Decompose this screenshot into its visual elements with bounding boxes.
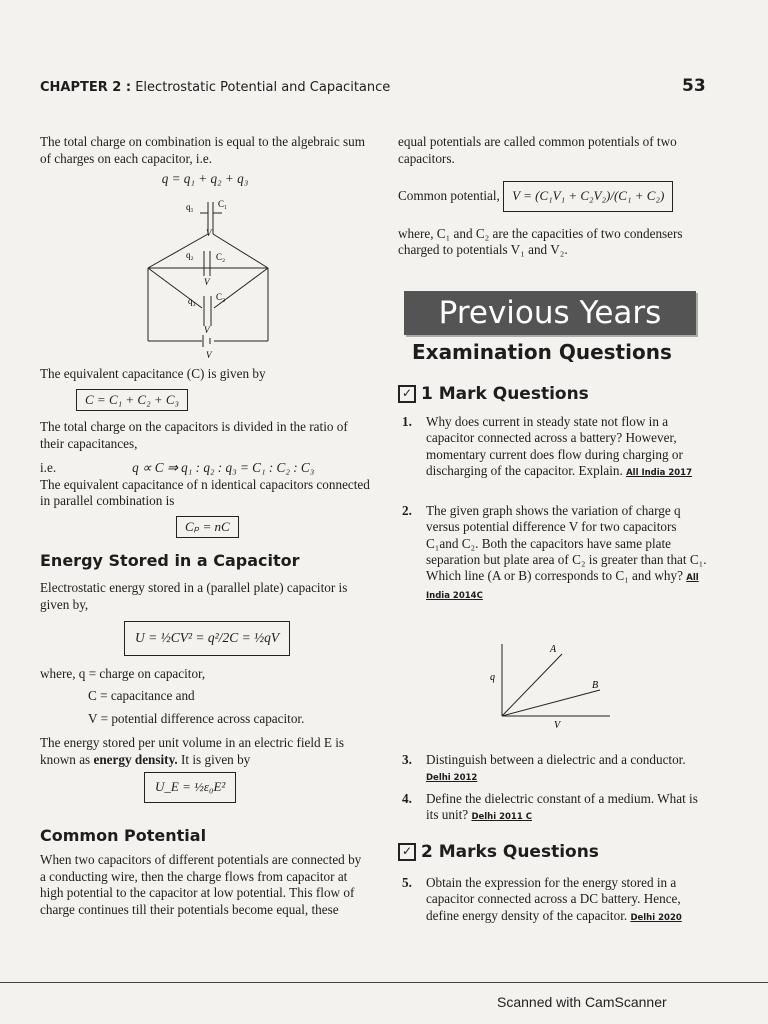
question-number: 3. (402, 752, 412, 767)
one-mark-label: 1 Mark Questions (421, 384, 589, 404)
two-marks-label: 2 Marks Questions (421, 842, 599, 862)
line-a (502, 654, 562, 716)
question-source: Delhi 2020 (630, 912, 682, 923)
question-source: Delhi 2011 C (471, 812, 532, 823)
common-potential-line (398, 181, 713, 212)
question-2 (402, 503, 712, 605)
question-1 (402, 414, 712, 481)
examination-questions-title: Examination Questions (412, 340, 672, 364)
equation-cp-box (176, 516, 239, 539)
question-text: Obtain the expression for the energy stored in a capacitor connected across a DC battery. Hence, define energy density of the capacitor. (426, 875, 681, 923)
label-v2: V (204, 277, 210, 287)
question-text: The given graph shows the variation of charge q versus potential difference V for two capacitors C₁and C₂. Both the capacitors have same plate separation but plate area of C₂ is greater than that C₁. Which line (A or B) corresponds to C₁ and why? (426, 503, 707, 584)
label-v4: V (206, 350, 212, 360)
equation-ratio: q ∝ C ⇒ q₁ : q₂ : q₃ = C₁ : C₂ : C₃ (132, 460, 315, 475)
paragraph-capacities: where, C₁ and C₂ are the capacities of two condensers charged to potentials V₁ and V₂. (398, 225, 683, 257)
chapter-header (40, 80, 390, 95)
equation-equivalent-box (76, 389, 188, 412)
label-b: B (592, 680, 599, 691)
page-number: 53 (682, 76, 706, 96)
question-number: 2. (402, 503, 412, 518)
label-v3: V (204, 325, 210, 335)
paragraph-energy-density (40, 735, 370, 768)
previous-years-banner: Previous Years (404, 291, 696, 335)
heading-common-potential: Common Potential (40, 826, 207, 845)
paragraph-common-potentials: equal potentials are called common potentials of two capacitors. (398, 134, 677, 166)
paragraph-total-charge: The total charge on combination is equal to the algebraic sum of charges on each capacitor, i.e. (40, 134, 365, 166)
question-text: Why does current in steady state not flow in a capacitor connected across a battery? However, momentary current does flow during charging or discharging of the capacitor. Explain. (426, 414, 683, 478)
label-q2: q₂ (186, 250, 194, 260)
question-number: 4. (402, 791, 412, 806)
question-4 (402, 791, 712, 826)
label-q3: q₃ (188, 296, 196, 306)
question-text: Define the dielectric constant of a medium. What is its unit? (426, 791, 698, 823)
paragraph-equivalent: The equivalent capacitance (C) is given by (40, 366, 266, 381)
question-3 (402, 752, 712, 787)
axis-v: V (554, 720, 561, 731)
heading-1-mark (398, 384, 589, 404)
question-source: All India 2014C (426, 573, 699, 602)
label-q1: q₁ (186, 202, 194, 212)
left-column-2 (40, 366, 370, 538)
label-a: A (550, 644, 557, 655)
ie-text: i.e. (40, 460, 57, 475)
checkbox-icon: ✓ (398, 385, 416, 403)
density-text-a: The energy stored per unit volume in an electric field E is known as (40, 735, 345, 767)
checkbox-icon: ✓ (398, 843, 416, 861)
label-v1: V (206, 228, 212, 238)
equation-cp: Cₚ = nC (185, 518, 230, 534)
question-number: 5. (402, 875, 412, 890)
paragraph-energy: Electrostatic energy stored in a (parallel plate) capacitor is given by, (40, 580, 348, 612)
left-column-3 (40, 580, 370, 803)
question-5 (402, 875, 712, 926)
left-column-4 (40, 852, 370, 918)
question-number: 1. (402, 414, 412, 429)
equation-equivalent: C = C₁ + C₂ + C₃ (85, 391, 180, 407)
equation-density-box (144, 772, 236, 803)
chapter-number: CHAPTER 2 : (40, 80, 132, 95)
line-b (502, 690, 600, 716)
equation-common: V = (C₁V₁ + C₂V₂)/(C₁ + C₂) (503, 181, 673, 212)
question-source: Delhi 2012 (426, 773, 478, 784)
heading-2-marks (398, 842, 599, 862)
where-capacitance: C = capacitance and (88, 688, 195, 703)
ratio-line (40, 460, 370, 477)
label-c1: C₁ (218, 199, 228, 209)
heading-energy-stored: Energy Stored in a Capacitor (40, 551, 300, 570)
paragraph-common-potential: When two capacitors of different potentials are connected by a conducting wire, then the charge flows from capacitor at high potential to the capacitor at low potential. This flow of charge continues till their potentials become equal, these (40, 852, 362, 917)
where-potential: V = potential difference across capacitor. (88, 710, 305, 726)
equation-energy: U = ½CV² = q²/2C = ½qV (135, 630, 280, 645)
label-c3: C₃ (216, 292, 226, 302)
paragraph-identical: The equivalent capacitance of n identical capacitors connected in parallel combination is (40, 476, 370, 508)
equation-density: U_E = ½ε₀E² (155, 779, 226, 794)
where-charge: where, q = charge on capacitor, (40, 665, 206, 681)
parallel-circuit-diagram (140, 196, 280, 366)
label-c2: C₂ (216, 252, 226, 262)
equation-energy-box (124, 621, 290, 656)
chapter-title: Electrostatic Potential and Capacitance (135, 80, 391, 95)
density-text-c: It is given by (181, 751, 251, 767)
left-column (40, 134, 370, 188)
common-potential-label: Common potential, (398, 188, 500, 203)
paragraph-ratio: The total charge on the capacitors is divided in the ratio of their capacitances, (40, 419, 348, 451)
q-v-graph (486, 640, 616, 732)
scanner-watermark: Scanned with CamScanner (497, 994, 667, 1010)
question-source: All India 2017 (626, 467, 693, 478)
axis-q: q (490, 672, 495, 683)
equation-total-charge: q = q₁ + q₂ + q₃ (161, 171, 249, 186)
density-term: energy density. (93, 751, 178, 767)
right-column (398, 134, 713, 259)
bottom-rule (0, 982, 768, 983)
question-text: Distinguish between a dielectric and a conductor. (426, 752, 686, 767)
